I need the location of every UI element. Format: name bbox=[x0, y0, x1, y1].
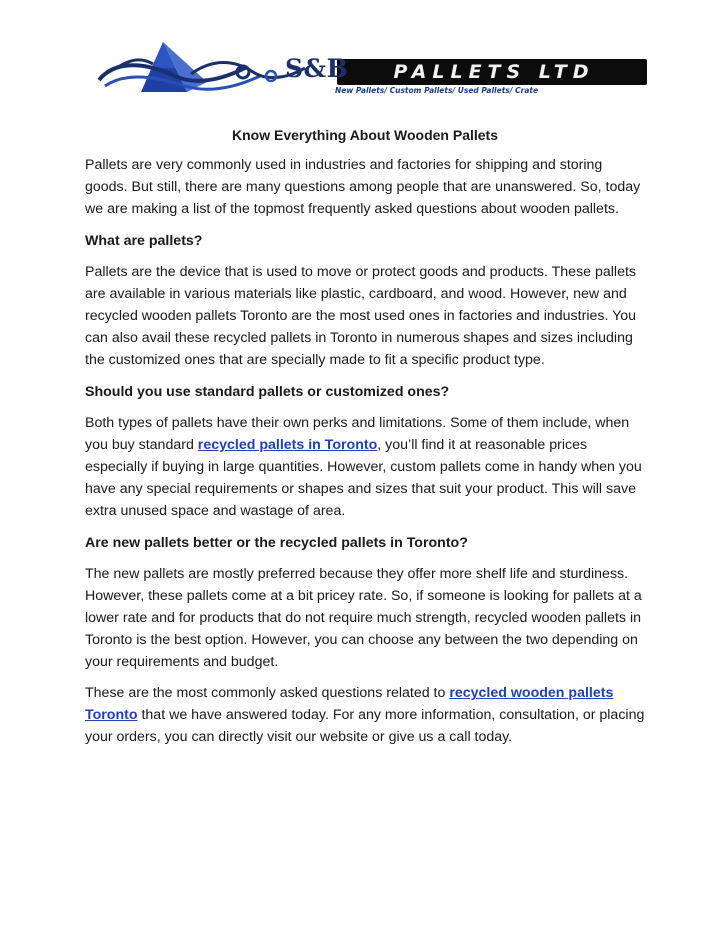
recycled-wooden-pallets-toronto-link[interactable]: recycled wooden pallets Toronto bbox=[85, 685, 614, 724]
closing-text-start: These are the most commonly asked questions related to bbox=[85, 685, 450, 702]
recycled-pallets-toronto-link[interactable]: recycled pallets in Toronto bbox=[197, 437, 378, 454]
company-logo bbox=[95, 38, 650, 100]
intro-paragraph: Pallets are very commonly used in industries and factories for shipping and storing goods. But still, there are many questions among people that are unanswered. So, today we are making a list of the topmost frequently asked questions about wooden pallets. bbox=[85, 157, 641, 217]
logo-brand: S&B bbox=[285, 54, 349, 83]
logo-tagline: New Pallets/ Custom Pallets/ Used Pallets/ Crate bbox=[335, 86, 539, 95]
question-heading-3: Are new pallets better or the recycled pallets in Toronto? bbox=[85, 535, 468, 552]
answer-paragraph-2 bbox=[85, 413, 645, 522]
answer-2-text-start: Both types of pallets have their own perks and limitations. Some of them include, when you buy standard bbox=[85, 415, 630, 454]
closing-paragraph bbox=[85, 683, 645, 748]
answer-2-text-end: , you’ll find it at reasonable prices especially if buying in large quantities. However, custom pallets come in handy when you have any special requirements or shapes and sizes that suit your product. This will save extra unused space and wastage of area. bbox=[85, 437, 642, 519]
document-body bbox=[85, 124, 645, 759]
logo-wordmark: PALLETS LTD bbox=[393, 61, 595, 83]
document-title: Know Everything About Wooden Pallets bbox=[231, 127, 498, 143]
question-heading-2: Should you use standard pallets or customized ones? bbox=[85, 384, 450, 401]
closing-text-end: that we have answered today. For any more information, consultation, or placing your orders, you can directly visit our website or give us a call today. bbox=[85, 707, 645, 745]
answer-paragraph-1: Pallets are the device that is used to move or protect goods and products. These pallets are available in various materials like plastic, cardboard, and wood. However, new and recycled wooden pallets Toronto are the most used ones in factories and industries. You can also avail these recycled pallets in Toronto in numerous shapes and sizes including the customized ones that are specially made to fit a specific product type. bbox=[85, 264, 637, 368]
question-heading-1: What are pallets? bbox=[85, 233, 203, 250]
answer-paragraph-3: The new pallets are mostly preferred because they offer more shelf life and sturdiness. However, these pallets come at a bit pricey rate. So, if someone is looking for pallets at a lower rate and for products that do not require much strength, recycled wooden pallets in Toronto is the best option. However, you can choose any between the two depending on your requirements and budget. bbox=[85, 566, 642, 670]
